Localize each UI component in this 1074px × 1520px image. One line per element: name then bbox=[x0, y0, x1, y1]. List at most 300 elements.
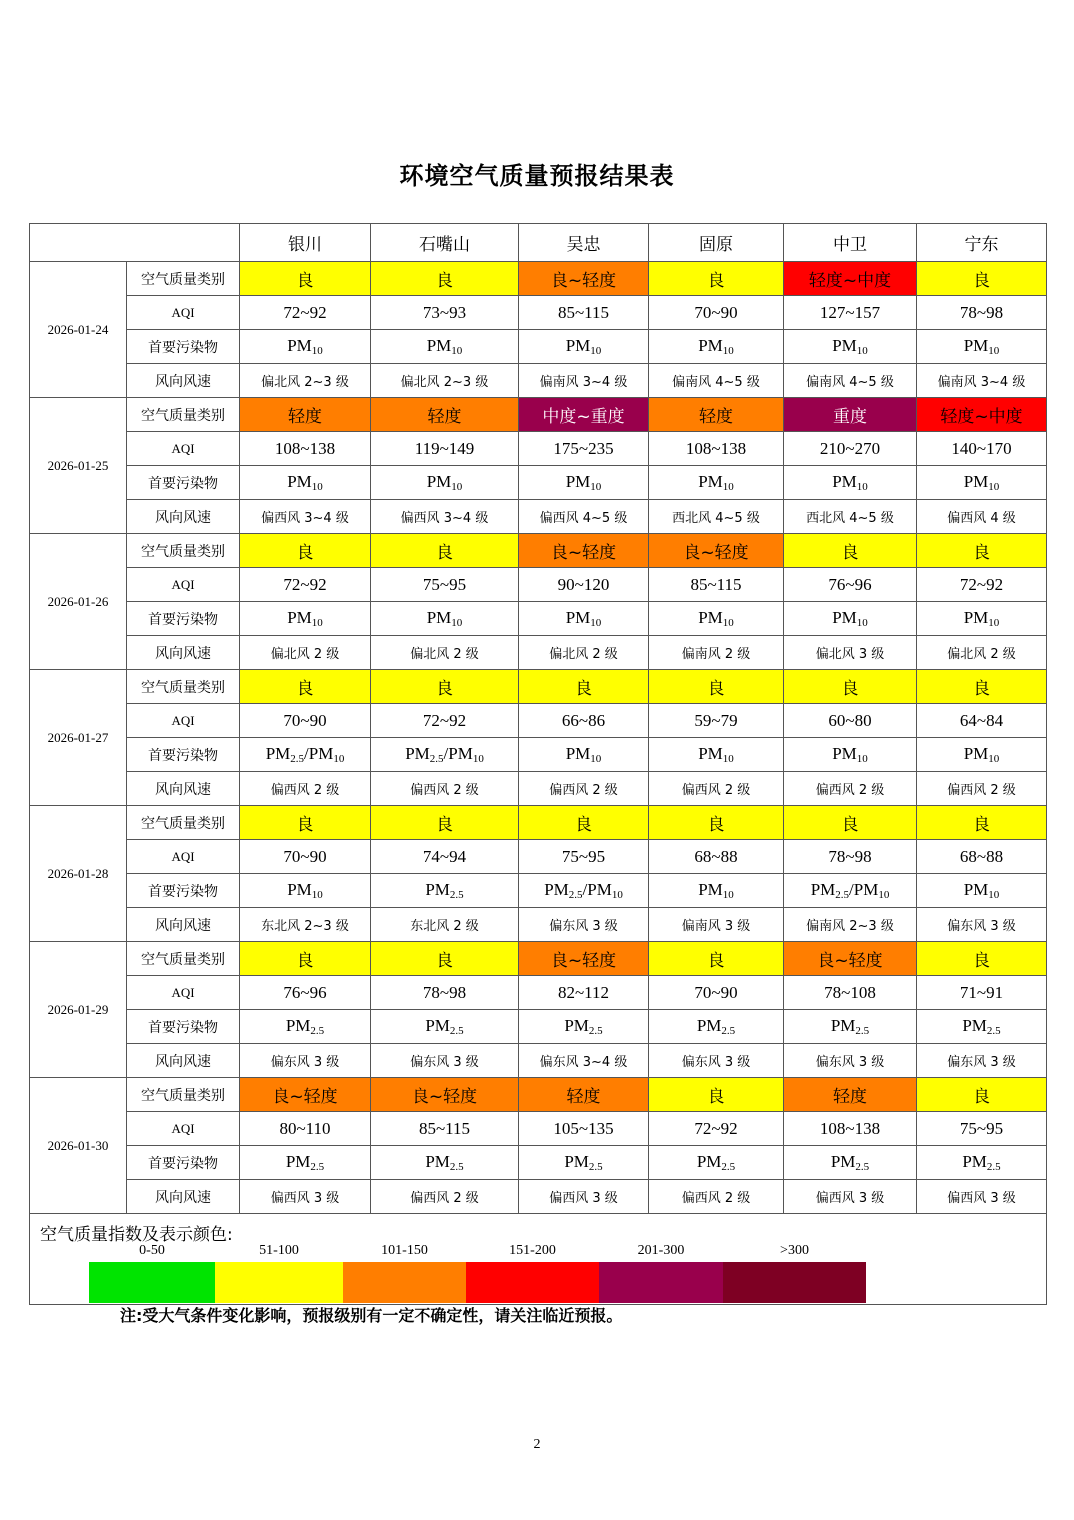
pollutant-cell bbox=[649, 330, 784, 364]
table-row-pollutant bbox=[30, 738, 1047, 772]
city-header: 石嘴山 bbox=[371, 224, 519, 262]
wind-cell: 偏西风 3~4 级 bbox=[240, 500, 371, 534]
pollutant-name: PM bbox=[832, 608, 857, 627]
row-label-category: 空气质量类别 bbox=[127, 534, 240, 568]
pollutant-subscript: 10 bbox=[988, 889, 1000, 901]
page-number: 2 bbox=[533, 1437, 541, 1452]
wind-cell: 偏西风 2 级 bbox=[371, 1180, 519, 1214]
aqi-cell: 68~88 bbox=[649, 840, 784, 874]
date-cell: 2026-01-30 bbox=[30, 1078, 127, 1214]
category-cell: 良 bbox=[371, 534, 519, 568]
aqi-cell: 68~88 bbox=[917, 840, 1047, 874]
aqi-cell: 175~235 bbox=[519, 432, 649, 466]
aqi-cell: 78~98 bbox=[371, 976, 519, 1010]
pollutant-cell bbox=[649, 1146, 784, 1180]
pollutant-cell bbox=[519, 1010, 649, 1044]
table-row-wind bbox=[30, 636, 1047, 670]
pollutant-cell bbox=[240, 330, 371, 364]
wind-cell: 偏西风 2 级 bbox=[519, 772, 649, 806]
pollutant-cell bbox=[917, 1010, 1047, 1044]
pollutant-subscript: 10 bbox=[311, 617, 323, 629]
table-row-category bbox=[30, 534, 1047, 568]
aqi-cell: 85~115 bbox=[519, 296, 649, 330]
pollutant-name: PM bbox=[698, 336, 723, 355]
table-row-aqi bbox=[30, 296, 1047, 330]
table-row-wind bbox=[30, 364, 1047, 398]
pollutant-subscript: 10 bbox=[311, 345, 323, 357]
table-row-category bbox=[30, 806, 1047, 840]
pollutant-subscript: 2.5 bbox=[310, 1161, 325, 1173]
table-row-aqi bbox=[30, 976, 1047, 1010]
aqi-cell: 76~96 bbox=[240, 976, 371, 1010]
wind-cell: 偏南风 4~5 级 bbox=[649, 364, 784, 398]
pollutant-name: PM bbox=[425, 1016, 450, 1035]
wind-cell: 偏南风 2 级 bbox=[649, 636, 784, 670]
pollutant-subscript: 10 bbox=[988, 481, 1000, 493]
row-label-pollutant: 首要污染物 bbox=[127, 1146, 240, 1180]
aqi-cell: 78~98 bbox=[784, 840, 917, 874]
category-cell: 良 bbox=[917, 1078, 1047, 1112]
aqi-cell: 72~92 bbox=[371, 704, 519, 738]
aqi-cell: 76~96 bbox=[784, 568, 917, 602]
legend-range-label: 51-100 bbox=[259, 1243, 299, 1258]
aqi-cell: 71~91 bbox=[917, 976, 1047, 1010]
category-cell: 良~轻度 bbox=[519, 942, 649, 976]
category-cell: 重度 bbox=[784, 398, 917, 432]
pollutant-name: PM bbox=[698, 608, 723, 627]
category-cell: 良 bbox=[519, 670, 649, 704]
row-label-category: 空气质量类别 bbox=[127, 262, 240, 296]
pollutant-cell bbox=[371, 1146, 519, 1180]
row-label-category: 空气质量类别 bbox=[127, 1078, 240, 1112]
category-cell: 良~轻度 bbox=[371, 1078, 519, 1112]
pollutant-subscript: 10 bbox=[451, 617, 463, 629]
pollutant-cell bbox=[917, 874, 1047, 908]
pollutant-subscript: 10 bbox=[722, 889, 734, 901]
wind-cell: 偏西风 3~4 级 bbox=[371, 500, 519, 534]
pollutant-cell bbox=[371, 874, 519, 908]
pollutant-cell bbox=[649, 738, 784, 772]
aqi-cell: 82~112 bbox=[519, 976, 649, 1010]
legend-range-label: 0-50 bbox=[139, 1243, 165, 1258]
legend-title: 空气质量指数及表示颜色: bbox=[40, 1225, 233, 1245]
wind-cell: 偏西风 2 级 bbox=[649, 772, 784, 806]
category-cell: 良 bbox=[371, 262, 519, 296]
pollutant-subscript: 2.5 bbox=[568, 889, 583, 901]
table-row-pollutant bbox=[30, 1146, 1047, 1180]
aqi-cell: 140~170 bbox=[917, 432, 1047, 466]
wind-cell: 偏北风 2~3 级 bbox=[371, 364, 519, 398]
pollutant-cell bbox=[371, 738, 519, 772]
table-row-wind bbox=[30, 908, 1047, 942]
pollutant-subscript: 10 bbox=[722, 753, 734, 765]
wind-cell: 偏东风 3 级 bbox=[649, 1044, 784, 1078]
pollutant-name: PM bbox=[265, 744, 291, 763]
table-row-category bbox=[30, 398, 1047, 432]
wind-cell: 偏西风 2 级 bbox=[371, 772, 519, 806]
row-label-wind: 风向风速 bbox=[127, 1180, 240, 1214]
pollutant-name: PM bbox=[425, 880, 450, 899]
wind-cell: 偏西风 4~5 级 bbox=[519, 500, 649, 534]
category-cell: 良 bbox=[240, 262, 371, 296]
category-cell: 良 bbox=[649, 1078, 784, 1112]
pollutant-name: PM bbox=[426, 608, 452, 627]
pollutant-cell bbox=[519, 602, 649, 636]
category-cell: 良~轻度 bbox=[784, 942, 917, 976]
wind-cell: 偏北风 2 级 bbox=[519, 636, 649, 670]
aqi-cell: 75~95 bbox=[371, 568, 519, 602]
pollutant-cell bbox=[240, 1146, 371, 1180]
pollutant-subscript: 2.5 bbox=[449, 1161, 464, 1173]
city-header: 吴忠 bbox=[519, 224, 649, 262]
aqi-cell: 80~110 bbox=[240, 1112, 371, 1146]
pollutant-cell bbox=[784, 602, 917, 636]
row-label-wind: 风向风速 bbox=[127, 364, 240, 398]
row-label-aqi: AQI bbox=[127, 1112, 240, 1146]
pollutant-subscript: 10 bbox=[611, 889, 623, 901]
category-cell: 良 bbox=[649, 806, 784, 840]
wind-cell: 偏西风 2 级 bbox=[240, 772, 371, 806]
wind-cell: 偏东风 3~4 级 bbox=[519, 1044, 649, 1078]
date-cell: 2026-01-29 bbox=[30, 942, 127, 1078]
aqi-cell: 72~92 bbox=[240, 296, 371, 330]
aqi-cell: 66~86 bbox=[519, 704, 649, 738]
category-cell: 良~轻度 bbox=[519, 534, 649, 568]
table-row-aqi bbox=[30, 1112, 1047, 1146]
pollutant-subscript: 10 bbox=[590, 617, 602, 629]
pollutant-name: PM bbox=[426, 472, 452, 491]
legend-swatch bbox=[89, 1243, 215, 1303]
row-label-aqi: AQI bbox=[127, 840, 240, 874]
legend-swatch bbox=[599, 1243, 723, 1303]
pollutant-cell bbox=[240, 874, 371, 908]
pollutant-subscript: 10 bbox=[878, 889, 890, 901]
wind-cell: 偏东风 3 级 bbox=[784, 1044, 917, 1078]
wind-cell: 偏北风 2 级 bbox=[917, 636, 1047, 670]
wind-cell: 偏西风 2 级 bbox=[784, 772, 917, 806]
pollutant-name: PM bbox=[963, 472, 989, 491]
category-cell: 轻度 bbox=[649, 398, 784, 432]
row-label-pollutant: 首要污染物 bbox=[127, 1010, 240, 1044]
pollutant-cell bbox=[917, 330, 1047, 364]
category-cell: 良~轻度 bbox=[240, 1078, 371, 1112]
category-cell: 良 bbox=[240, 534, 371, 568]
wind-cell: 偏西风 3 级 bbox=[519, 1180, 649, 1214]
category-cell: 良 bbox=[917, 942, 1047, 976]
wind-cell: 偏南风 3 级 bbox=[649, 908, 784, 942]
pollutant-cell bbox=[519, 738, 649, 772]
category-cell: 良 bbox=[917, 534, 1047, 568]
wind-cell: 偏东风 3 级 bbox=[519, 908, 649, 942]
aqi-cell: 210~270 bbox=[784, 432, 917, 466]
category-cell: 良 bbox=[371, 806, 519, 840]
pollutant-name: PM bbox=[287, 608, 312, 627]
pollutant-name: PM bbox=[963, 744, 989, 763]
row-label-wind: 风向风速 bbox=[127, 500, 240, 534]
pollutant-cell bbox=[649, 1010, 784, 1044]
wind-cell: 偏东风 3 级 bbox=[917, 1044, 1047, 1078]
aqi-cell: 73~93 bbox=[371, 296, 519, 330]
pollutant-cell bbox=[784, 330, 917, 364]
pollutant-cell bbox=[371, 1010, 519, 1044]
aqi-cell: 70~90 bbox=[649, 296, 784, 330]
pollutant-subscript: 10 bbox=[590, 345, 602, 357]
category-cell: 良 bbox=[371, 942, 519, 976]
pollutant-name: PM bbox=[698, 744, 723, 763]
pollutant-name: PM bbox=[405, 744, 430, 763]
pollutant-subscript: 2.5 bbox=[588, 1025, 603, 1037]
legend-swatch bbox=[343, 1243, 466, 1303]
aqi-cell: 90~120 bbox=[519, 568, 649, 602]
wind-cell: 西北风 4~5 级 bbox=[784, 500, 917, 534]
category-cell: 良 bbox=[649, 942, 784, 976]
page-title: 环境空气质量预报结果表 bbox=[399, 162, 675, 190]
table-row-wind bbox=[30, 772, 1047, 806]
pollutant-name: PM bbox=[696, 1016, 722, 1035]
category-cell: 良 bbox=[784, 534, 917, 568]
row-label-pollutant: 首要污染物 bbox=[127, 330, 240, 364]
aqi-cell: 70~90 bbox=[240, 840, 371, 874]
pollutant-subscript: 2.5 bbox=[721, 1025, 736, 1037]
category-cell: 轻度 bbox=[371, 398, 519, 432]
wind-cell: 偏北风 2 级 bbox=[371, 636, 519, 670]
wind-cell: 偏东风 3 级 bbox=[917, 908, 1047, 942]
category-cell: 良 bbox=[519, 806, 649, 840]
pollutant-subscript: 10 bbox=[722, 345, 734, 357]
pollutant-name: PM bbox=[963, 880, 989, 899]
pollutant-cell bbox=[917, 466, 1047, 500]
row-label-pollutant: 首要污染物 bbox=[127, 874, 240, 908]
category-cell: 良~轻度 bbox=[649, 534, 784, 568]
category-cell: 良 bbox=[784, 806, 917, 840]
wind-cell: 偏西风 4 级 bbox=[917, 500, 1047, 534]
pollutant-subscript: 10 bbox=[722, 617, 734, 629]
legend-swatch bbox=[466, 1243, 599, 1303]
pollutant-name: /PM bbox=[443, 744, 473, 763]
pollutant-name: /PM bbox=[849, 880, 879, 899]
pollutant-name: PM bbox=[564, 1152, 589, 1171]
corner-cell bbox=[30, 224, 240, 262]
pollutant-name: PM bbox=[565, 472, 591, 491]
pollutant-name: PM bbox=[698, 472, 723, 491]
pollutant-cell bbox=[240, 466, 371, 500]
row-label-pollutant: 首要污染物 bbox=[127, 602, 240, 636]
legend-range-label: >300 bbox=[780, 1243, 809, 1258]
legend-swatch bbox=[723, 1243, 866, 1303]
pollutant-cell bbox=[371, 602, 519, 636]
pollutant-subscript: 2.5 bbox=[855, 1161, 870, 1173]
pollutant-cell bbox=[784, 874, 917, 908]
row-label-aqi: AQI bbox=[127, 432, 240, 466]
pollutant-cell bbox=[519, 1146, 649, 1180]
wind-cell: 偏东风 3 级 bbox=[240, 1044, 371, 1078]
row-label-category: 空气质量类别 bbox=[127, 942, 240, 976]
pollutant-name: PM bbox=[564, 1016, 589, 1035]
pollutant-cell bbox=[240, 1010, 371, 1044]
category-cell: 良 bbox=[784, 670, 917, 704]
aqi-cell: 70~90 bbox=[649, 976, 784, 1010]
pollutant-subscript: 2.5 bbox=[310, 1025, 325, 1037]
table-row-pollutant bbox=[30, 874, 1047, 908]
pollutant-name: PM bbox=[565, 744, 591, 763]
pollutant-subscript: 10 bbox=[856, 481, 868, 493]
aqi-cell: 75~95 bbox=[917, 1112, 1047, 1146]
legend-cell bbox=[30, 1214, 1047, 1305]
pollutant-name: PM bbox=[810, 880, 836, 899]
header-row bbox=[30, 224, 1047, 262]
pollutant-subscript: 10 bbox=[988, 345, 1000, 357]
pollutant-cell bbox=[917, 1146, 1047, 1180]
city-header: 中卫 bbox=[784, 224, 917, 262]
aqi-cell: 105~135 bbox=[519, 1112, 649, 1146]
wind-cell: 偏东风 3 级 bbox=[371, 1044, 519, 1078]
category-cell: 良 bbox=[917, 806, 1047, 840]
table-row-pollutant bbox=[30, 1010, 1047, 1044]
table-row-category bbox=[30, 942, 1047, 976]
category-cell: 良~轻度 bbox=[519, 262, 649, 296]
wind-cell: 偏西风 3 级 bbox=[784, 1180, 917, 1214]
wind-cell: 偏南风 3~4 级 bbox=[917, 364, 1047, 398]
date-cell: 2026-01-28 bbox=[30, 806, 127, 942]
pollutant-subscript: 10 bbox=[856, 617, 868, 629]
aqi-cell: 75~95 bbox=[519, 840, 649, 874]
pollutant-subscript: 10 bbox=[988, 617, 1000, 629]
legend-row bbox=[30, 1214, 1047, 1305]
pollutant-name: PM bbox=[832, 472, 857, 491]
pollutant-cell bbox=[371, 330, 519, 364]
pollutant-subscript: 2.5 bbox=[986, 1161, 1001, 1173]
category-cell: 良 bbox=[240, 670, 371, 704]
table-row-wind bbox=[30, 500, 1047, 534]
pollutant-name: PM bbox=[830, 1152, 856, 1171]
row-label-pollutant: 首要污染物 bbox=[127, 466, 240, 500]
pollutant-name: PM bbox=[544, 880, 569, 899]
pollutant-cell bbox=[371, 466, 519, 500]
pollutant-subscript: 2.5 bbox=[835, 889, 850, 901]
pollutant-subscript: 10 bbox=[451, 481, 463, 493]
aqi-cell: 72~92 bbox=[240, 568, 371, 602]
pollutant-subscript: 2.5 bbox=[855, 1025, 870, 1037]
pollutant-cell bbox=[519, 874, 649, 908]
row-label-aqi: AQI bbox=[127, 976, 240, 1010]
pollutant-cell bbox=[240, 738, 371, 772]
aqi-cell: 59~79 bbox=[649, 704, 784, 738]
wind-cell: 偏西风 3 级 bbox=[917, 1180, 1047, 1214]
aqi-cell: 127~157 bbox=[784, 296, 917, 330]
pollutant-cell bbox=[649, 466, 784, 500]
wind-cell: 偏北风 3 级 bbox=[784, 636, 917, 670]
aqi-cell: 70~90 bbox=[240, 704, 371, 738]
legend-range-label: 151-200 bbox=[509, 1243, 556, 1258]
category-cell: 轻度 bbox=[784, 1078, 917, 1112]
wind-cell: 偏北风 2~3 级 bbox=[240, 364, 371, 398]
pollutant-cell bbox=[649, 602, 784, 636]
table-row-pollutant bbox=[30, 602, 1047, 636]
pollutant-name: PM bbox=[287, 336, 312, 355]
category-cell: 良 bbox=[240, 806, 371, 840]
category-cell: 良 bbox=[649, 670, 784, 704]
wind-cell: 偏西风 3 级 bbox=[240, 1180, 371, 1214]
table-row-aqi bbox=[30, 704, 1047, 738]
table-row-aqi bbox=[30, 840, 1047, 874]
legend-range-label: 201-300 bbox=[637, 1243, 685, 1258]
row-label-pollutant: 首要污染物 bbox=[127, 738, 240, 772]
category-cell: 轻度 bbox=[240, 398, 371, 432]
category-cell: 轻度 bbox=[519, 1078, 649, 1112]
pollutant-subscript: 10 bbox=[311, 889, 323, 901]
pollutant-name: PM bbox=[565, 608, 591, 627]
aqi-cell: 78~108 bbox=[784, 976, 917, 1010]
category-cell: 良 bbox=[371, 670, 519, 704]
pollutant-name: /PM bbox=[582, 880, 612, 899]
wind-cell: 西北风 4~5 级 bbox=[649, 500, 784, 534]
row-label-wind: 风向风速 bbox=[127, 636, 240, 670]
wind-cell: 东北风 2 级 bbox=[371, 908, 519, 942]
pollutant-name: PM bbox=[963, 608, 989, 627]
row-label-wind: 风向风速 bbox=[127, 908, 240, 942]
pollutant-subscript: 10 bbox=[472, 753, 484, 765]
aqi-cell: 108~138 bbox=[240, 432, 371, 466]
table-row-category bbox=[30, 1078, 1047, 1112]
pollutant-cell bbox=[519, 330, 649, 364]
pollutant-name: PM bbox=[287, 880, 312, 899]
aqi-cell: 60~80 bbox=[784, 704, 917, 738]
pollutant-subscript: 10 bbox=[722, 481, 734, 493]
pollutant-subscript: 2.5 bbox=[429, 753, 444, 765]
table-row-pollutant bbox=[30, 330, 1047, 364]
city-header: 银川 bbox=[240, 224, 371, 262]
category-cell: 中度~重度 bbox=[519, 398, 649, 432]
table-row-category bbox=[30, 262, 1047, 296]
category-cell: 良 bbox=[917, 670, 1047, 704]
pollutant-cell bbox=[917, 602, 1047, 636]
pollutant-name: /PM bbox=[304, 744, 334, 763]
pollutant-name: PM bbox=[830, 1016, 856, 1035]
table-row-category bbox=[30, 670, 1047, 704]
forecast-table bbox=[29, 223, 1047, 1305]
category-cell: 轻度~中度 bbox=[784, 262, 917, 296]
wind-cell: 偏南风 4~5 级 bbox=[784, 364, 917, 398]
wind-cell: 东北风 2~3 级 bbox=[240, 908, 371, 942]
pollutant-name: PM bbox=[425, 1152, 450, 1171]
pollutant-name: PM bbox=[696, 1152, 722, 1171]
date-cell: 2026-01-25 bbox=[30, 398, 127, 534]
aqi-cell: 78~98 bbox=[917, 296, 1047, 330]
pollutant-subscript: 10 bbox=[988, 753, 1000, 765]
wind-cell: 偏西风 2 级 bbox=[649, 1180, 784, 1214]
pollutant-cell bbox=[917, 738, 1047, 772]
pollutant-subscript: 10 bbox=[311, 481, 323, 493]
table-row-aqi bbox=[30, 432, 1047, 466]
aqi-cell: 85~115 bbox=[371, 1112, 519, 1146]
pollutant-subscript: 2.5 bbox=[290, 753, 305, 765]
aqi-cell: 108~138 bbox=[784, 1112, 917, 1146]
pollutant-subscript: 10 bbox=[333, 753, 345, 765]
row-label-aqi: AQI bbox=[127, 704, 240, 738]
table-row-pollutant bbox=[30, 466, 1047, 500]
pollutant-subscript: 10 bbox=[590, 481, 602, 493]
pollutant-subscript: 2.5 bbox=[449, 889, 464, 901]
city-header: 宁东 bbox=[917, 224, 1047, 262]
aqi-cell: 108~138 bbox=[649, 432, 784, 466]
pollutant-subscript: 10 bbox=[451, 345, 463, 357]
table-row-wind bbox=[30, 1180, 1047, 1214]
category-cell: 良 bbox=[240, 942, 371, 976]
pollutant-subscript: 10 bbox=[856, 345, 868, 357]
pollutant-cell bbox=[240, 602, 371, 636]
wind-cell: 偏南风 3~4 级 bbox=[519, 364, 649, 398]
pollutant-cell bbox=[784, 738, 917, 772]
